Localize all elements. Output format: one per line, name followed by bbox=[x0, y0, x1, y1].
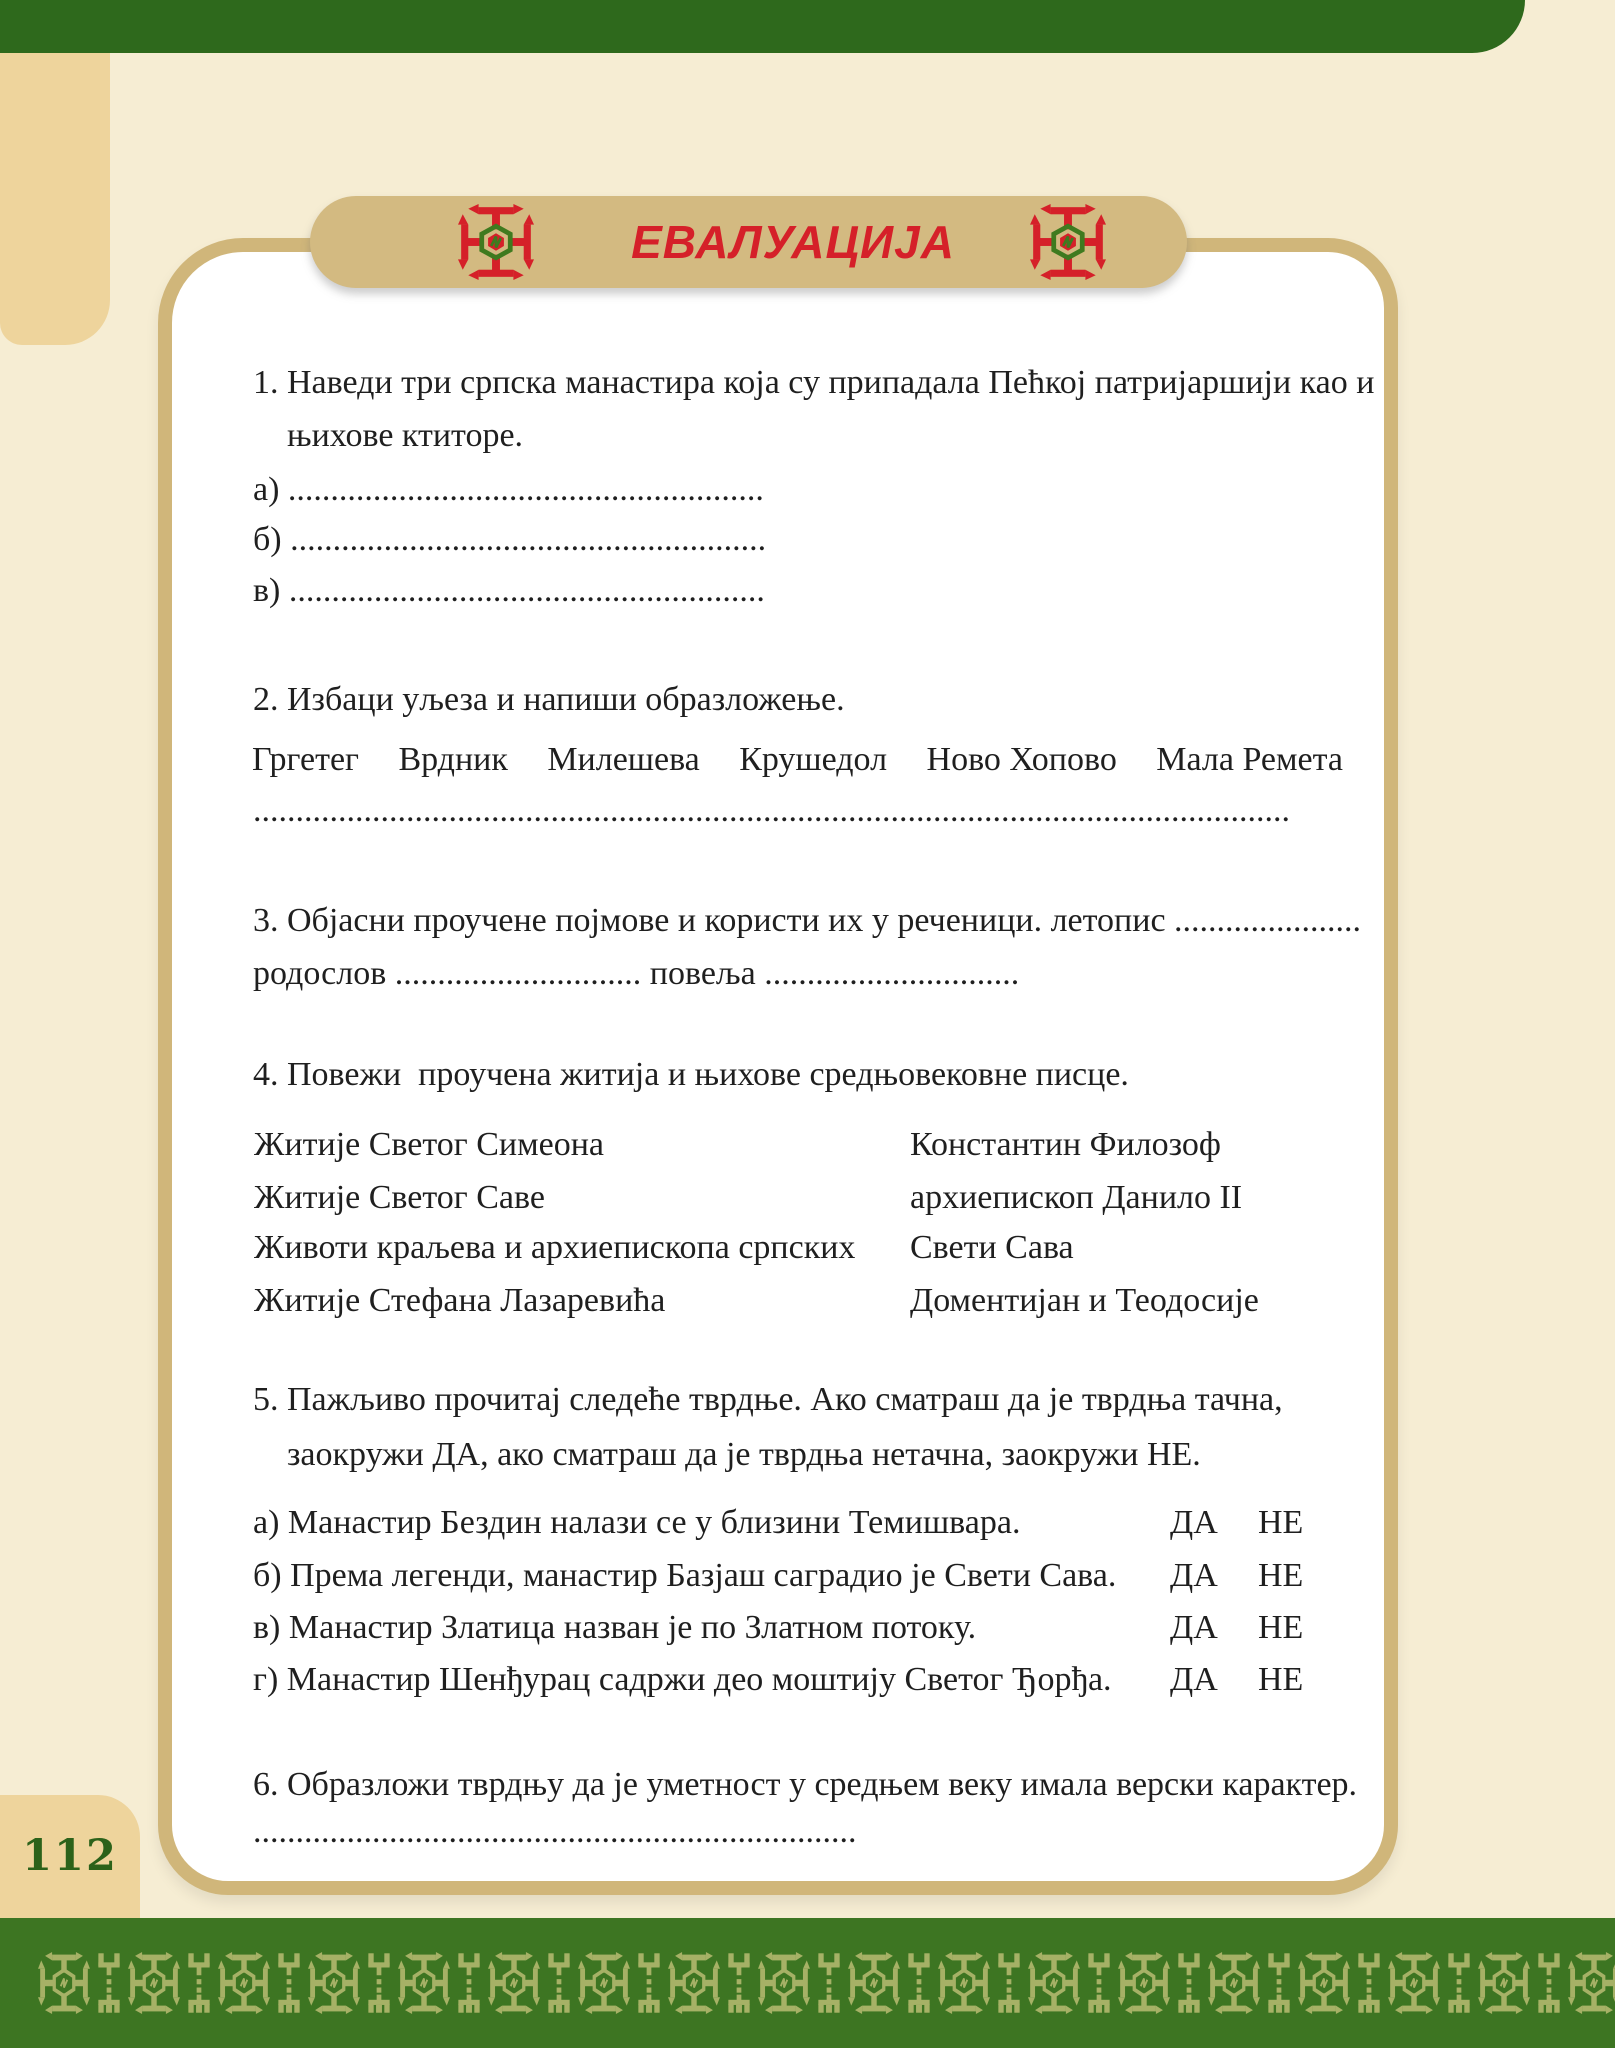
answer-blank-row-a bbox=[253, 471, 764, 509]
kilim-pole-icon bbox=[276, 1952, 302, 2014]
kilim-cross-icon bbox=[38, 1952, 90, 2014]
question-5-number: 5. bbox=[253, 1381, 279, 1418]
question-2-number: 2. bbox=[253, 681, 279, 718]
yes-option-v[interactable]: ДА bbox=[1170, 1609, 1218, 1646]
kilim-cross-icon bbox=[218, 1952, 270, 2014]
question-3-number: 3. bbox=[253, 902, 279, 939]
statement-row-a bbox=[253, 1504, 1020, 1542]
kilim-pole-icon bbox=[366, 1952, 392, 2014]
option-word: Врдник bbox=[398, 741, 508, 778]
evaluation-banner bbox=[310, 196, 1187, 288]
kilim-pole-icon bbox=[1446, 1952, 1472, 2014]
question-4-line bbox=[253, 1056, 1129, 1094]
match-left-item: Житије Светог Саве bbox=[254, 1179, 545, 1216]
no-option-v[interactable]: НЕ bbox=[1258, 1609, 1304, 1646]
statement-label-v: в) bbox=[253, 1609, 281, 1646]
statement-row-b bbox=[253, 1557, 1116, 1595]
kilim-pole-icon bbox=[186, 1952, 212, 2014]
footer-ornament-band bbox=[0, 1918, 1615, 2048]
statement-text-g: Манастир Шенђурац садржи део моштију Светог Ђорђа. bbox=[286, 1661, 1112, 1698]
banner-title: ЕВАЛУАЦИЈА bbox=[631, 216, 955, 268]
kilim-pole-icon bbox=[456, 1952, 482, 2014]
question-1-number: 1. bbox=[253, 364, 279, 401]
kilim-cross-icon bbox=[1118, 1952, 1170, 2014]
match-left-item: Животи краљева и архиепископа српских bbox=[254, 1229, 856, 1266]
answer-blank-row-b bbox=[253, 521, 766, 559]
question-1-line-2: њихове ктиторе. bbox=[287, 417, 524, 454]
option-word: Мала Ремета bbox=[1156, 741, 1343, 778]
kilim-pole-icon bbox=[1266, 1952, 1292, 2014]
kilim-pole-icon bbox=[636, 1952, 662, 2014]
kilim-cross-icon bbox=[848, 1952, 900, 2014]
option-word: Крушедол bbox=[739, 741, 888, 778]
kilim-cross-icon bbox=[578, 1952, 630, 2014]
yes-option-b[interactable]: ДА bbox=[1170, 1557, 1218, 1594]
question-2-options bbox=[252, 741, 1343, 779]
kilim-pole-icon bbox=[546, 1952, 572, 2014]
question-6-number: 6. bbox=[253, 1766, 279, 1803]
blank-label-v: в) bbox=[253, 572, 281, 609]
question-2-line bbox=[253, 681, 845, 719]
kilim-cross-icon bbox=[758, 1952, 810, 2014]
question-3-line-2[interactable]: родослов ............................. повеља .............................. bbox=[253, 955, 1020, 992]
kilim-cross-icon bbox=[668, 1952, 720, 2014]
option-word: Ново Хопово bbox=[926, 741, 1117, 778]
blank-label-a: а) bbox=[253, 471, 280, 508]
statement-text-a: Манастир Бездин налази се у близини Темишвара. bbox=[287, 1504, 1021, 1541]
kilim-pole-icon bbox=[996, 1952, 1022, 2014]
kilim-pole-icon bbox=[96, 1952, 122, 2014]
kilim-cross-icon bbox=[1388, 1952, 1440, 2014]
question-2-text: Избаци уљеза и напиши образложење. bbox=[287, 681, 845, 718]
kilim-cross-icon bbox=[938, 1952, 990, 2014]
question-4-number: 4. bbox=[253, 1056, 279, 1093]
yes-option-a[interactable]: ДА bbox=[1170, 1504, 1218, 1541]
question-3-line-1 bbox=[253, 902, 1361, 940]
kilim-cross-icon bbox=[1298, 1952, 1350, 2014]
kilim-cross-icon bbox=[1568, 1952, 1615, 2014]
kilim-pole-icon bbox=[726, 1952, 752, 2014]
kilim-cross-icon bbox=[308, 1952, 360, 2014]
option-word: Гргетег bbox=[252, 741, 359, 778]
match-right-item: архиепископ Данило II bbox=[910, 1179, 1243, 1216]
kilim-cross-icon bbox=[398, 1952, 450, 2014]
statement-row-v bbox=[253, 1609, 976, 1647]
footer-green-band bbox=[0, 1918, 1615, 2048]
match-right-item: Доментијан и Теодосије bbox=[910, 1282, 1259, 1319]
no-option-g[interactable]: НЕ bbox=[1258, 1661, 1304, 1698]
no-option-a[interactable]: НЕ bbox=[1258, 1504, 1304, 1541]
answer-blank-q2[interactable]: .......................................................................................................................... bbox=[253, 792, 1290, 829]
question-3-text: Објасни проучене појмове и користи их у реченици. летопис ...................... bbox=[287, 902, 1362, 939]
kilim-pole-icon bbox=[1536, 1952, 1562, 2014]
statement-row-g bbox=[253, 1661, 1112, 1699]
top-left-margin-tab bbox=[0, 53, 110, 345]
statement-label-b: б) bbox=[253, 1557, 282, 1594]
question-1-text: Наведи три српска манастира која су припадала Пећкој патријаршији као и bbox=[287, 364, 1375, 401]
question-5-line-1 bbox=[253, 1381, 1283, 1419]
match-right-item: Константин Филозоф bbox=[910, 1126, 1221, 1163]
answer-blank-q6[interactable]: ....................................................................... bbox=[253, 1813, 857, 1850]
kilim-cross-icon bbox=[1028, 1952, 1080, 2014]
answer-blank-row-v bbox=[253, 572, 765, 610]
kilim-cross-icon bbox=[128, 1952, 180, 2014]
no-option-b[interactable]: НЕ bbox=[1258, 1557, 1304, 1594]
top-green-band bbox=[0, 0, 1525, 53]
option-word: Милешева bbox=[547, 741, 700, 778]
statement-label-g: г) bbox=[253, 1661, 279, 1698]
kilim-pole-icon bbox=[1176, 1952, 1202, 2014]
kilim-cross-icon bbox=[1208, 1952, 1260, 2014]
blank-label-b: б) bbox=[253, 521, 282, 558]
answer-blank-a[interactable]: ........................................................ bbox=[287, 471, 764, 508]
kilim-pole-icon bbox=[816, 1952, 842, 2014]
statement-text-v: Манастир Златица назван је по Златном потоку. bbox=[288, 1609, 977, 1646]
kilim-cross-icon bbox=[488, 1952, 540, 2014]
kilim-cross-icon bbox=[1478, 1952, 1530, 2014]
question-6-line bbox=[253, 1766, 1357, 1804]
kilim-pole-icon bbox=[1356, 1952, 1382, 2014]
question-5-line-2: заокружи ДА, ако сматраш да је тврдња нетачна, заокружи НЕ. bbox=[287, 1436, 1201, 1473]
question-5-text: Пажљиво прочитај следеће тврдње. Ако сматраш да је тврдња тачна, bbox=[287, 1381, 1283, 1418]
statement-text-b: Према легенди, манастир Базјаш саградио је Свети Сава. bbox=[290, 1557, 1117, 1594]
kilim-cross-icon bbox=[1030, 204, 1106, 280]
page-number: 112 bbox=[22, 1831, 118, 1881]
question-4-text: Повежи проучена житија и њихове средњовековне писце. bbox=[287, 1056, 1129, 1093]
answer-blank-v[interactable]: ........................................................ bbox=[288, 572, 765, 609]
question-6-text: Образложи тврдњу да је уметност у средњем веку имала верски карактер. bbox=[287, 1766, 1358, 1803]
kilim-pole-icon bbox=[906, 1952, 932, 2014]
kilim-pole-icon bbox=[1086, 1952, 1112, 2014]
match-left-item: Житије Стефана Лазаревића bbox=[254, 1282, 666, 1319]
kilim-cross-icon bbox=[458, 204, 534, 280]
yes-option-g[interactable]: ДА bbox=[1170, 1661, 1218, 1698]
statement-label-a: а) bbox=[253, 1504, 280, 1541]
match-left-item: Житије Светог Симеона bbox=[254, 1126, 604, 1163]
match-right-item: Свети Сава bbox=[910, 1229, 1074, 1266]
answer-blank-b[interactable]: ........................................................ bbox=[290, 521, 767, 558]
question-1-line-1 bbox=[253, 364, 1374, 402]
